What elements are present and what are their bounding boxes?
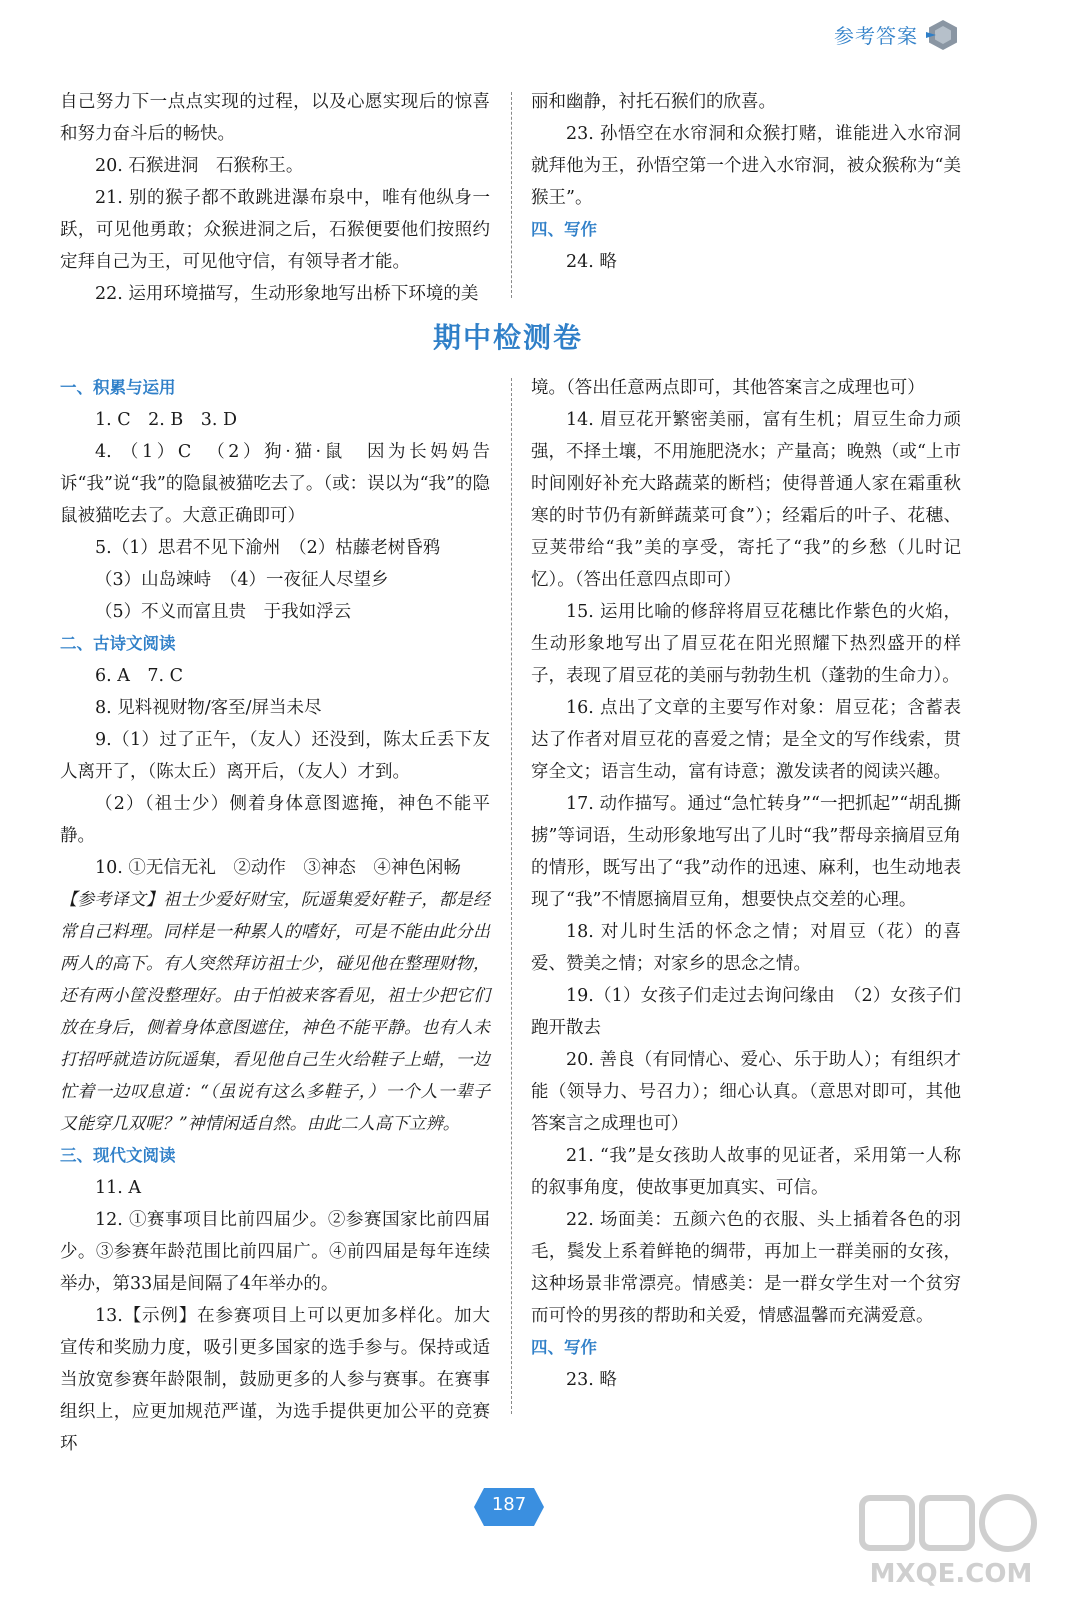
answer-20: 20. 善良（有同情心、爱心、乐于助人）；有组织才能（领导力、号召力）；细心认真。（意思对即可，其他答案言之成理也可）	[531, 1050, 961, 1134]
answer-12: 12. ①赛事项目比前四届少。②参赛国家比前四届少。③参赛年龄范围比前四届广。④前四届是每年连续举办，第33届是间隔了4年举办的。	[60, 1210, 490, 1294]
answer-10: 10. ①无信无礼 ②动作 ③神态 ④神色闲畅	[95, 858, 461, 878]
answer-22: 22. 场面美：五颜六色的衣服、头上插着各色的羽毛，鬓发上系着鲜艳的绸带，再加上一群美丽的女孩，这种场景非常漂亮。情感美：是一群女学生对一个贫穷而可怜的男孩的帮助和关爱，情感温馨而充满爱意。	[531, 1210, 961, 1326]
answer-17: 17. 动作描写。通过“急忙转身”“一把抓起”“胡乱撕掳”等词语，生动形象地写出了儿时“我”帮母亲摘眉豆角的情形，既写出了“我”动作的迅速、麻利，也生动地表现了“我”不情愿摘眉豆角，想要快点交差的心理。	[531, 794, 961, 910]
page-number: 187	[491, 1494, 527, 1515]
answer-9: 9.（1）过了正午，（友人）还没到，陈太丘丢下友人离开了，（陈太丘）离开后，（友人）才到。	[60, 730, 490, 782]
answer-14: 14. 眉豆花开繁密美丽，富有生机；眉豆生命力顽强，不择土壤，不用施肥浇水；产量高；晚熟（或“上市时间刚好补充大路蔬菜的断档；使得普通人家在霜重秋寒的时节仍有新鲜蔬菜可食”）；经霜后的叶子、花穗、豆荚带给“我”美的享受，寄托了“我”的乡愁（儿时记忆）。（答出任意四点即可）	[531, 410, 961, 590]
section-heading: 一、积累与运用	[60, 378, 176, 397]
section-heading: 四、写作	[531, 1338, 597, 1357]
answer-5: （5）不义而富且贵 于我如浮云	[95, 602, 352, 622]
answer-11: 11. A	[95, 1178, 142, 1198]
section-heading: 四、写作	[531, 220, 597, 239]
answer-13: 13.【示例】在参赛项目上可以更加多样化。加大宣传和奖励力度，吸引更多国家的选手参与。保持或适当放宽参赛年龄限制，鼓励更多的人参与赛事。在赛事组织上，应更加规范严谨，为选手提供更加公平的竞赛环	[60, 1306, 490, 1454]
watermark-text: MXQE.COM	[869, 1559, 1033, 1589]
watermark-logo	[856, 1492, 1046, 1592]
top-right-column	[531, 86, 961, 278]
column-divider	[511, 92, 512, 298]
exam-title: 期中检测卷	[432, 321, 583, 354]
column-divider	[511, 378, 512, 1414]
answer-20: 20. 石猴进洞 石猴称王。	[95, 156, 304, 176]
reference-translation: 【参考译文】祖士少爱好财宝，阮遥集爱好鞋子，都是经常自己料理。同样是一种累人的嗜好，可是不能由此分出两人的高下。有人突然拜访祖士少，碰见他在整理财物，还有两小筐没整理好。由于怕被来客看见，祖士少把它们放在身后，侧着身体意图遮住，神色不能平静。也有人未打招呼就造访阮遥集，看见他自己生火给鞋子上蜡，一边忙着一边叹息道：“（虽说有这么多鞋子，）一个人一辈子又能穿几双呢？”神情闲适自然。由此二人高下立辨。	[60, 890, 490, 1134]
right-column	[531, 372, 961, 1396]
answer-16: 16. 点出了文章的主要写作对象：眉豆花；含蓄表达了作者对眉豆花的喜爱之情；是全文的写作线索，贯穿全文；语言生动，富有诗意；激发读者的阅读兴趣。	[531, 698, 961, 782]
answer-15: 15. 运用比喻的修辞将眉豆花穗比作紫色的火焰，生动形象地写出了眉豆花在阳光照耀下热烈盛开的样子，表现了眉豆花的美丽与勃勃生机（蓬勃的生命力）。	[531, 602, 961, 686]
text-paragraph: 境。（答出任意两点即可，其他答案言之成理也可）	[531, 378, 925, 398]
section-heading: 二、古诗文阅读	[60, 634, 176, 653]
answer-19: 19.（1）女孩子们走过去询问缘由 （2）女孩子们跑开散去	[531, 986, 961, 1038]
answer-21: 21. 别的猴子都不敢跳进瀑布泉中，唯有他纵身一跃，可见他勇敢；众猴进洞之后，石猴便要他们按照约定拜自己为王，可见他守信，有领导者才能。	[60, 188, 490, 272]
answer-9: （2）（祖士少）侧着身体意图遮掩，神色不能平静。	[60, 794, 490, 846]
hexagon-icon	[926, 18, 960, 52]
answer-5: 5.（1）思君不见下渝州 （2）枯藤老树昏鸦	[95, 538, 441, 558]
answer-4: 4. （1）C （2）狗·猫·鼠 因为长妈妈告诉“我”说“我”的隐鼠被猫吃去了。（或：误以为“我”的隐鼠被猫吃去了。大意正确即可）	[60, 442, 490, 526]
answer-5: （3）山岛竦峙 （4）一夜征人尽望乡	[95, 570, 389, 590]
answer-6-7: 6. A 7. C	[95, 666, 184, 686]
answer-1-3: 1. C 2. B 3. D	[95, 410, 238, 430]
answer-22: 22. 运用环境描写，生动形象地写出桥下环境的美	[95, 284, 479, 304]
answer-23: 23. 略	[566, 1370, 617, 1390]
section-heading: 三、现代文阅读	[60, 1146, 176, 1165]
answer-21: 21. “我”是女孩助人故事的见证者，采用第一人称的叙事角度，使故事更加真实、可信。	[531, 1146, 961, 1198]
answer-18: 18. 对儿时生活的怀念之情；对眉豆（花）的喜爱、赞美之情；对家乡的思念之情。	[531, 922, 961, 974]
answer-23: 23. 孙悟空在水帘洞和众猴打赌，谁能进入水帘洞就拜他为王，孙悟空第一个进入水帘洞，被众猴称为“美猴王”。	[531, 124, 961, 208]
text-paragraph: 自己努力下一点点实现的过程，以及心愿实现后的惊喜和努力奋斗后的畅快。	[60, 92, 490, 144]
left-column	[60, 372, 490, 1460]
header-answer-tag: 参考答案	[834, 24, 918, 48]
answer-24: 24. 略	[566, 252, 617, 272]
text-paragraph: 丽和幽静，衬托石猴们的欣喜。	[531, 92, 776, 112]
answer-8: 8. 见料视财物/客至/屏当未尽	[95, 698, 322, 718]
top-left-column	[60, 86, 490, 310]
